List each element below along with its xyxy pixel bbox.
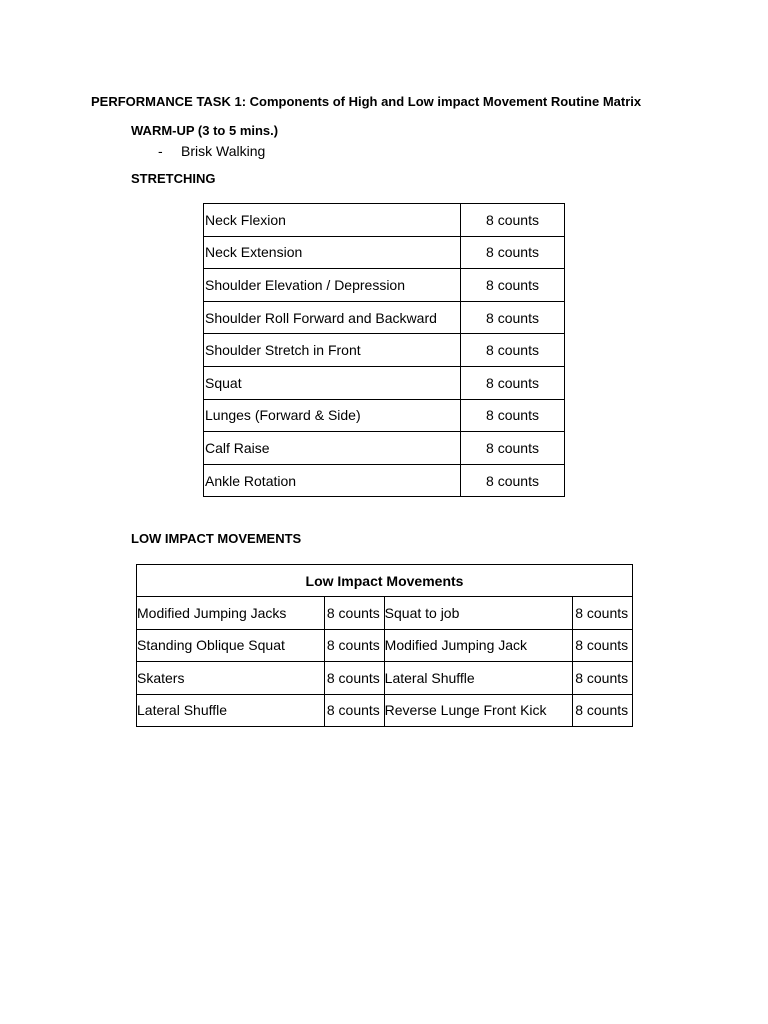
exercise-count: 8 counts xyxy=(461,236,565,269)
exercise-name: Shoulder Roll Forward and Backward xyxy=(204,301,461,334)
movement-count: 8 counts xyxy=(324,597,384,630)
table-row xyxy=(204,301,565,334)
table-row xyxy=(204,204,565,237)
stretching-heading: STRETCHING xyxy=(131,171,216,186)
exercise-name: Neck Flexion xyxy=(204,204,461,237)
movement-count: 8 counts xyxy=(324,629,384,662)
exercise-name: Neck Extension xyxy=(204,236,461,269)
exercise-name: Shoulder Stretch in Front xyxy=(204,334,461,367)
movement-name: Lateral Shuffle xyxy=(384,662,573,695)
exercise-count: 8 counts xyxy=(461,334,565,367)
table-row xyxy=(204,432,565,465)
movement-name: Squat to job xyxy=(384,597,573,630)
movement-name: Skaters xyxy=(137,662,325,695)
exercise-name: Ankle Rotation xyxy=(204,464,461,497)
table-row xyxy=(204,464,565,497)
exercise-count: 8 counts xyxy=(461,432,565,465)
movement-count: 8 counts xyxy=(324,662,384,695)
table-row xyxy=(204,366,565,399)
table-row xyxy=(204,399,565,432)
low-impact-heading: LOW IMPACT MOVEMENTS xyxy=(131,531,302,546)
movement-name: Lateral Shuffle xyxy=(137,694,325,727)
movement-name: Modified Jumping Jack xyxy=(384,629,573,662)
exercise-count: 8 counts xyxy=(461,366,565,399)
movement-name: Modified Jumping Jacks xyxy=(137,597,325,630)
table-row xyxy=(137,662,633,695)
movement-count: 8 counts xyxy=(573,694,633,727)
table-header-row xyxy=(137,565,633,597)
table-row xyxy=(137,629,633,662)
table-row xyxy=(204,269,565,302)
movement-count: 8 counts xyxy=(573,597,633,630)
warmup-heading: WARM-UP (3 to 5 mins.) xyxy=(131,123,279,138)
table-title: Low Impact Movements xyxy=(137,565,633,597)
movement-count: 8 counts xyxy=(573,662,633,695)
low-impact-table xyxy=(136,564,633,727)
exercise-name: Calf Raise xyxy=(204,432,461,465)
bullet-dash: - xyxy=(158,143,163,159)
table-row xyxy=(137,694,633,727)
exercise-count: 8 counts xyxy=(461,269,565,302)
table-row xyxy=(137,597,633,630)
stretching-table xyxy=(203,203,565,497)
exercise-count: 8 counts xyxy=(461,204,565,237)
table-row xyxy=(204,236,565,269)
exercise-name: Squat xyxy=(204,366,461,399)
movement-name: Reverse Lunge Front Kick xyxy=(384,694,573,727)
exercise-count: 8 counts xyxy=(461,301,565,334)
movement-count: 8 counts xyxy=(324,694,384,727)
warmup-list-item xyxy=(158,143,265,159)
table-row xyxy=(204,334,565,367)
document-title: PERFORMANCE TASK 1: Components of High and Low impact Movement Routine Matrix xyxy=(91,94,642,109)
movement-name: Standing Oblique Squat xyxy=(137,629,325,662)
exercise-name: Shoulder Elevation / Depression xyxy=(204,269,461,302)
exercise-name: Lunges (Forward & Side) xyxy=(204,399,461,432)
warmup-item-text: Brisk Walking xyxy=(181,143,266,159)
movement-count: 8 counts xyxy=(573,629,633,662)
exercise-count: 8 counts xyxy=(461,464,565,497)
exercise-count: 8 counts xyxy=(461,399,565,432)
